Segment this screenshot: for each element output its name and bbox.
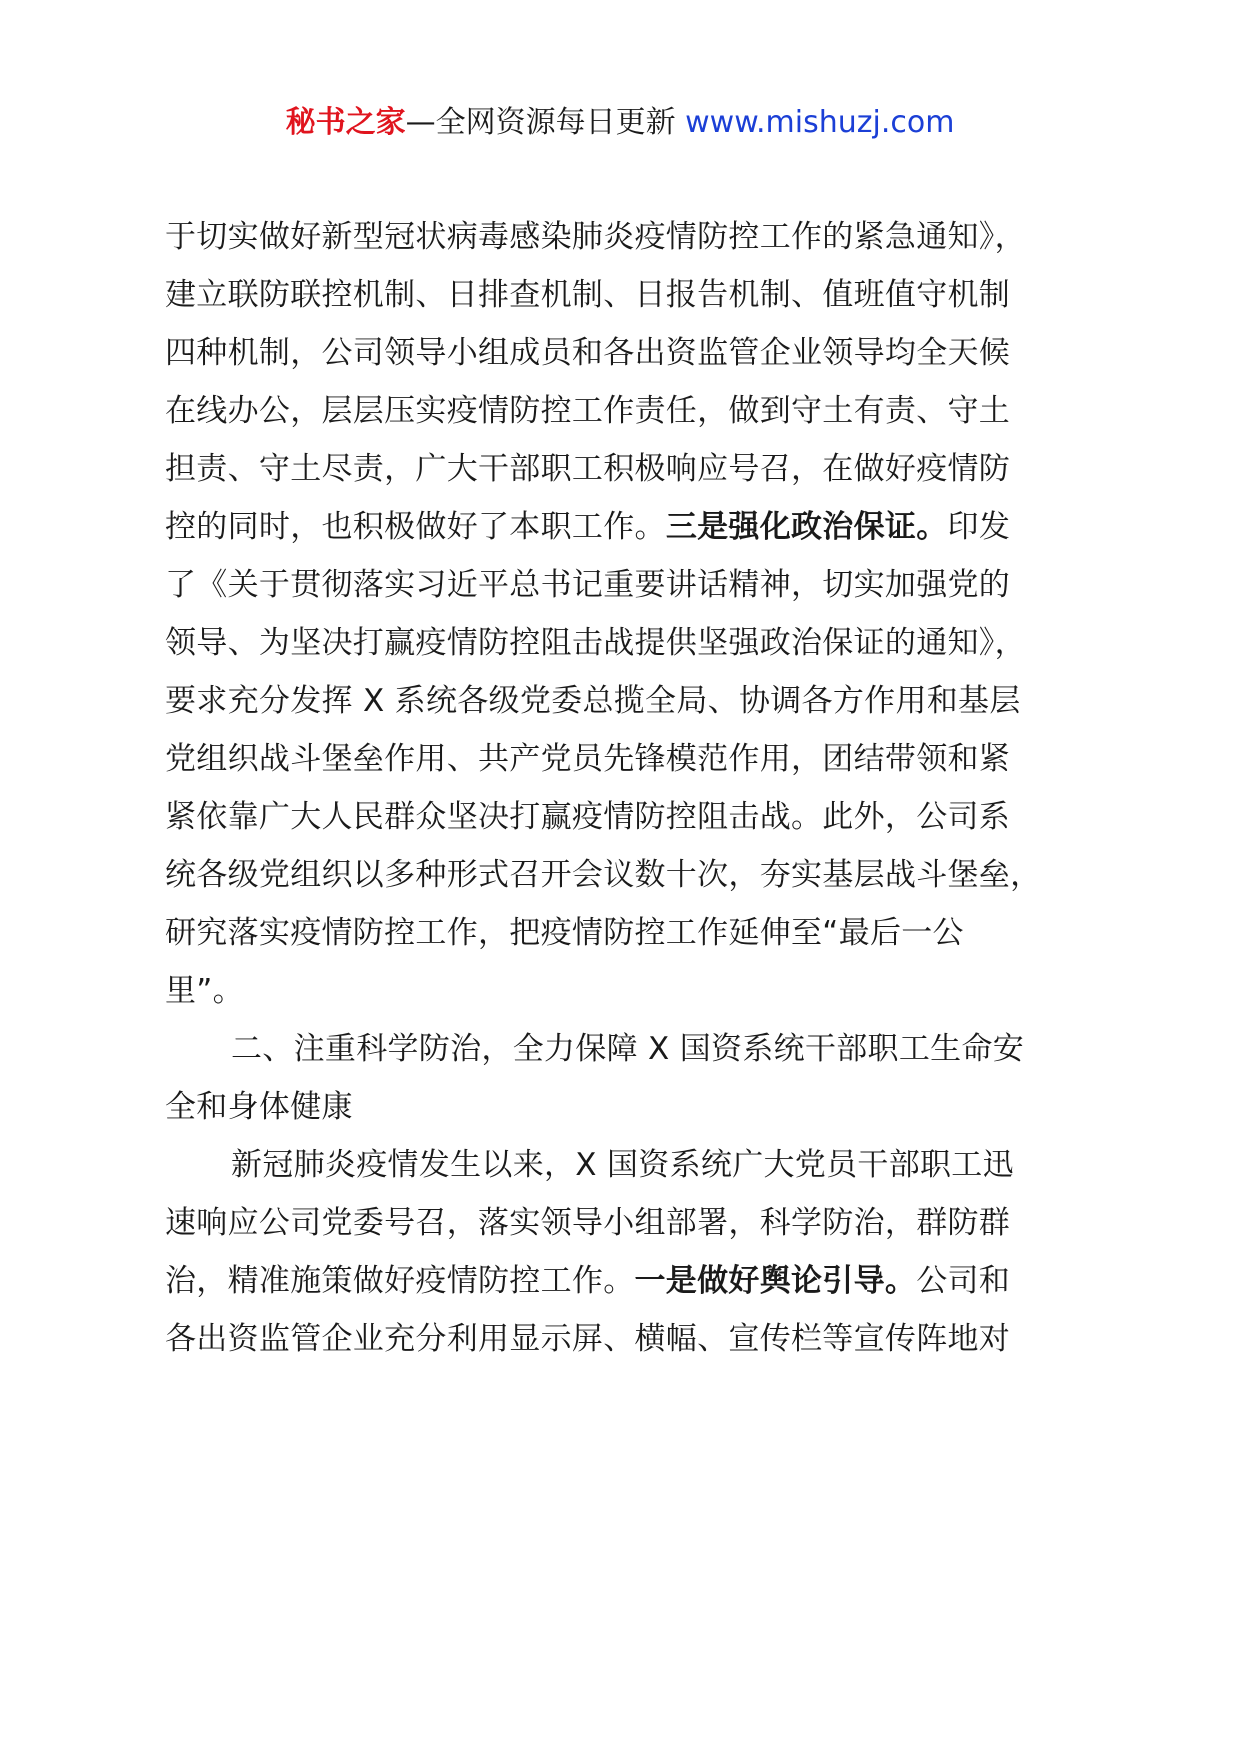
page-header (0, 103, 1240, 143)
line-text: 领导、为坚决打赢疫情防控阻击战提供坚强政治保证的通知》， (165, 625, 1026, 661)
line-text: 速响应公司党委号召，落实领导小组部署，科学防治，群防群 (165, 1205, 1011, 1241)
site-url: www.mishuzj.com (685, 105, 955, 140)
text-line (165, 556, 1105, 614)
bold-heading-text: 一是做好舆论引导。 (634, 1263, 917, 1299)
text-line (165, 382, 1105, 440)
text-line (165, 1020, 1105, 1078)
text-line (165, 846, 1105, 904)
text-line (165, 1252, 1105, 1310)
bold-heading-text: 三是强化政治保证。 (665, 509, 948, 545)
text-line (165, 672, 1105, 730)
text-line (165, 962, 1105, 1020)
line-text: 治，精准施策做好疫情防控工作。 (165, 1263, 635, 1299)
text-line (165, 208, 1105, 266)
line-text: 党组织战斗堡垒作用、共产党员先锋模范作用，团结带领和紧 (165, 741, 1011, 777)
line-text: 公司和 (916, 1263, 1011, 1299)
line-text: 在线办公，层层压实疫情防控工作责任，做到守土有责、守土 (165, 393, 1011, 429)
line-text: 于切实做好新型冠状病毒感染肺炎疫情防控工作的紧急通知》， (165, 219, 1026, 255)
line-text: 全和身体健康 (165, 1089, 353, 1125)
text-line (165, 324, 1105, 382)
text-line (165, 266, 1105, 324)
line-text: 四种机制，公司领导小组成员和各出资监管企业领导均全天候 (165, 335, 1011, 371)
text-line (165, 440, 1105, 498)
line-text: 二、注重科学防治，全力保障 X 国资系统干部职工生命安 (231, 1031, 1025, 1067)
text-line (165, 1194, 1105, 1252)
line-text: 印发 (947, 509, 1011, 545)
line-text: 统各级党组织以多种形式召开会议数十次，夯实基层战斗堡垒， (165, 857, 1042, 893)
line-text: 新冠肺炎疫情发生以来，X 国资系统广大党员干部职工迅 (231, 1147, 1014, 1183)
text-line (165, 904, 1105, 962)
document-body (165, 208, 1105, 1368)
text-line (165, 1136, 1105, 1194)
line-text: 控的同时，也积极做好了本职工作。 (165, 509, 666, 545)
line-text: 里”。 (165, 973, 244, 1009)
header-tagline: —全网资源每日更新 (405, 105, 686, 140)
text-line (165, 788, 1105, 846)
brand-name: 秘书之家 (285, 105, 406, 140)
text-line (165, 730, 1105, 788)
line-text: 各出资监管企业充分利用显示屏、横幅、宣传栏等宣传阵地对 (165, 1321, 1011, 1357)
text-line (165, 614, 1105, 672)
line-text: 担责、守土尽责，广大干部职工积极响应号召，在做好疫情防 (165, 451, 1011, 487)
text-line (165, 1310, 1105, 1368)
text-line (165, 1078, 1105, 1136)
line-text: 研究落实疫情防控工作，把疫情防控工作延伸至“最后一公 (165, 915, 964, 951)
text-line (165, 498, 1105, 556)
line-text: 了《关于贯彻落实习近平总书记重要讲话精神，切实加强党的 (165, 567, 1011, 603)
line-text: 要求充分发挥 X 系统各级党委总揽全局、协调各方作用和基层 (165, 683, 1021, 719)
line-text: 紧依靠广大人民群众坚决打赢疫情防控阻击战。此外，公司系 (165, 799, 1011, 835)
line-text: 建立联防联控机制、日排查机制、日报告机制、值班值守机制 (165, 277, 1011, 313)
